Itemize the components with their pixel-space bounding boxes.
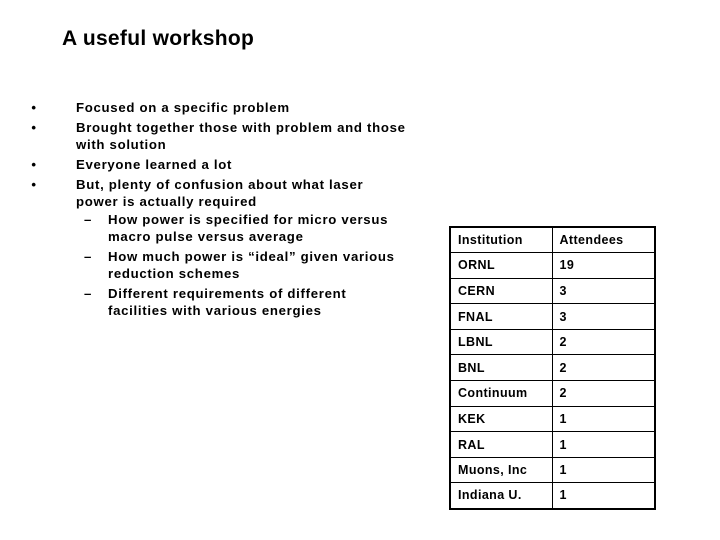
institution-cell: Muons, Inc	[450, 457, 552, 483]
institution-cell: CERN	[450, 278, 552, 304]
table-header-row	[450, 227, 655, 253]
dash-icon: –	[84, 249, 93, 264]
institution-cell: BNL	[450, 355, 552, 381]
bullet-item	[30, 176, 410, 319]
bullet-item	[30, 156, 410, 173]
institution-cell: KEK	[450, 406, 552, 432]
sub-bullet-item	[76, 211, 410, 245]
bullet-dot-icon: •	[31, 157, 37, 172]
attendees-cell: 1	[552, 406, 655, 432]
bullet-dot-icon: •	[31, 120, 37, 135]
institution-cell: FNAL	[450, 304, 552, 330]
institution-cell: LBNL	[450, 329, 552, 355]
institution-cell: RAL	[450, 432, 552, 458]
sub-bullet-list	[76, 211, 410, 319]
attendees-cell: 2	[552, 381, 655, 407]
table-row	[450, 355, 655, 381]
bullet-dot-icon: •	[31, 100, 37, 115]
bullet-item	[30, 119, 410, 153]
bullet-text: Everyone learned a lot	[76, 157, 233, 172]
attendees-table	[449, 226, 656, 510]
table-row	[450, 457, 655, 483]
attendees-cell: 2	[552, 329, 655, 355]
attendees-cell: 2	[552, 355, 655, 381]
table-row	[450, 329, 655, 355]
bullet-item	[30, 99, 410, 116]
institution-cell: Indiana U.	[450, 483, 552, 509]
attendees-cell: 19	[552, 253, 655, 279]
attendees-cell: 3	[552, 304, 655, 330]
table-row	[450, 406, 655, 432]
table-row	[450, 381, 655, 407]
sub-bullet-text: How power is specified for micro versus macro pulse versus average	[108, 212, 389, 244]
table-row	[450, 304, 655, 330]
table-row	[450, 432, 655, 458]
bullet-text: Focused on a specific problem	[76, 100, 290, 115]
bullet-text: But, plenty of confusion about what laser power is actually required	[76, 177, 364, 209]
sub-bullet-text: How much power is “ideal” given various reduction schemes	[108, 249, 395, 281]
sub-bullet-item	[76, 285, 410, 319]
header-institution: Institution	[450, 227, 552, 253]
slide-title: A useful workshop	[62, 27, 255, 50]
table-row	[450, 483, 655, 509]
dash-icon: –	[84, 286, 93, 301]
bullet-dot-icon: •	[31, 177, 37, 192]
attendees-cell: 1	[552, 432, 655, 458]
institution-cell: ORNL	[450, 253, 552, 279]
attendees-cell: 1	[552, 457, 655, 483]
bullet-list	[30, 99, 410, 322]
attendees-cell: 3	[552, 278, 655, 304]
sub-bullet-text: Different requirements of different facilities with various energies	[108, 286, 347, 318]
header-attendees: Attendees	[552, 227, 655, 253]
institution-cell: Continuum	[450, 381, 552, 407]
sub-bullet-item	[76, 248, 410, 282]
table-row	[450, 278, 655, 304]
dash-icon: –	[84, 212, 93, 227]
attendees-cell: 1	[552, 483, 655, 509]
table-row	[450, 253, 655, 279]
bullet-text: Brought together those with problem and those with solution	[76, 120, 406, 152]
